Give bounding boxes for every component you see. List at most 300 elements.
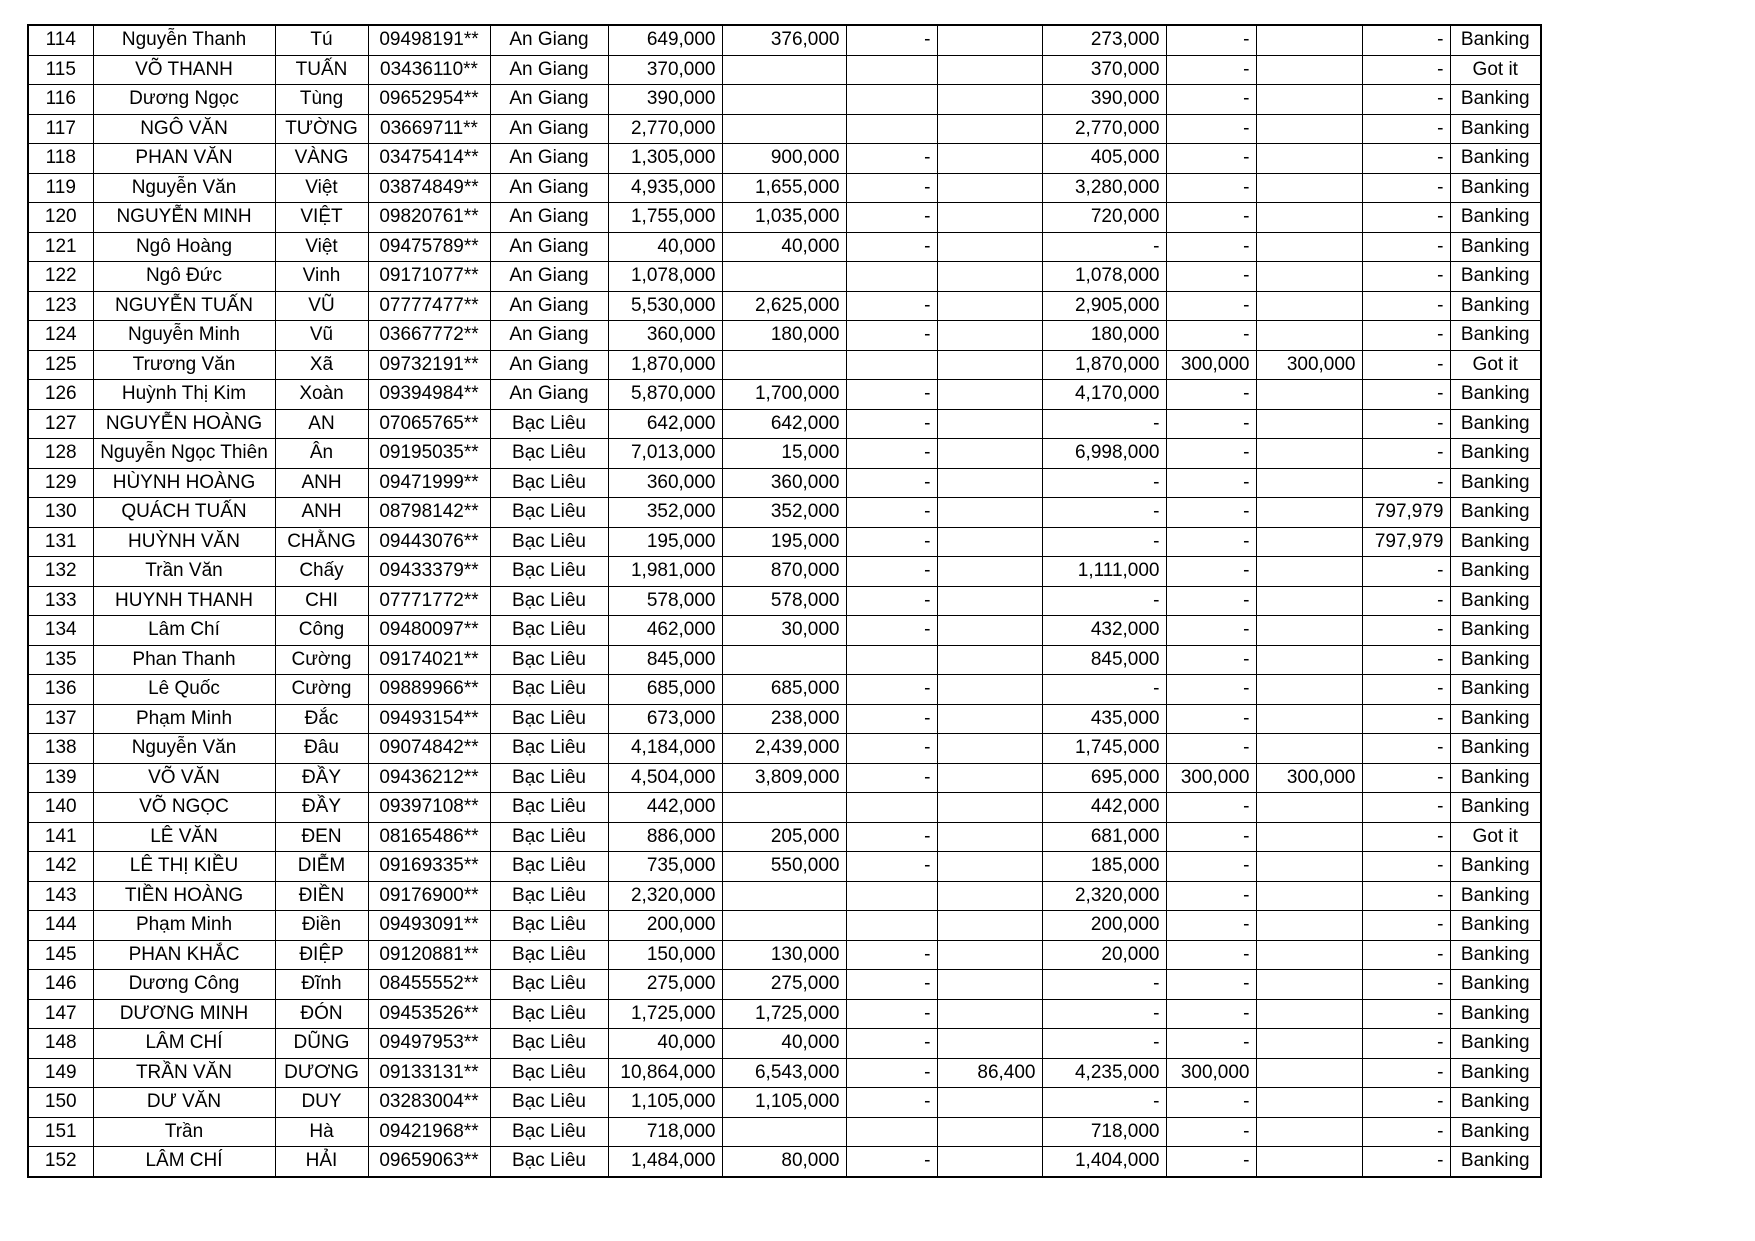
- cell-col-l: [1256, 616, 1362, 646]
- cell-province: Bạc Liêu: [490, 852, 608, 882]
- cell-col-k: -: [1166, 1029, 1256, 1059]
- cell-last-middle-name: Nguyễn Thanh: [93, 25, 275, 55]
- cell-col-l: 300,000: [1256, 350, 1362, 380]
- cell-row-number: 139: [28, 763, 93, 793]
- cell-payment-method: Banking: [1450, 881, 1541, 911]
- cell-first-name: CHI: [275, 586, 368, 616]
- cell-amount-paid: [722, 262, 846, 292]
- cell-amount-paid: [722, 55, 846, 85]
- cell-amount-paid: 195,000: [722, 527, 846, 557]
- cell-first-name: Vũ: [275, 321, 368, 351]
- cell-last-middle-name: Nguyễn Văn: [93, 173, 275, 203]
- cell-last-middle-name: DƯ VĂN: [93, 1088, 275, 1118]
- cell-payment-method: Banking: [1450, 380, 1541, 410]
- cell-col-h: -: [846, 1088, 937, 1118]
- cell-amount-paid: 1,035,000: [722, 203, 846, 233]
- cell-total-amount: 442,000: [608, 793, 722, 823]
- cell-balance: 273,000: [1042, 25, 1166, 55]
- cell-col-m: -: [1362, 1029, 1450, 1059]
- cell-last-middle-name: NGUYỄN MINH: [93, 203, 275, 233]
- cell-last-middle-name: NGUYỄN TUẤN: [93, 291, 275, 321]
- cell-col-l: [1256, 1058, 1362, 1088]
- cell-total-amount: 275,000: [608, 970, 722, 1000]
- cell-col-l: [1256, 468, 1362, 498]
- cell-row-number: 137: [28, 704, 93, 734]
- table-row: [28, 498, 1541, 528]
- cell-col-i: [937, 557, 1042, 587]
- cell-province: Bạc Liêu: [490, 793, 608, 823]
- cell-col-m: -: [1362, 970, 1450, 1000]
- cell-col-m: -: [1362, 1117, 1450, 1147]
- cell-payment-method: Got it: [1450, 55, 1541, 85]
- cell-col-h: [846, 645, 937, 675]
- cell-province: Bạc Liêu: [490, 822, 608, 852]
- cell-col-h: -: [846, 409, 937, 439]
- cell-col-h: -: [846, 616, 937, 646]
- cell-province: Bạc Liêu: [490, 616, 608, 646]
- cell-col-m: -: [1362, 675, 1450, 705]
- cell-payment-method: Banking: [1450, 1117, 1541, 1147]
- cell-col-i: [937, 291, 1042, 321]
- cell-total-amount: 642,000: [608, 409, 722, 439]
- cell-last-middle-name: Trần: [93, 1117, 275, 1147]
- cell-payment-method: Banking: [1450, 173, 1541, 203]
- cell-col-h: -: [846, 291, 937, 321]
- cell-col-l: [1256, 409, 1362, 439]
- cell-balance: 1,870,000: [1042, 350, 1166, 380]
- cell-phone: 09397108**: [368, 793, 490, 823]
- cell-balance: -: [1042, 586, 1166, 616]
- cell-col-m: -: [1362, 203, 1450, 233]
- cell-amount-paid: 15,000: [722, 439, 846, 469]
- table-row: [28, 321, 1541, 351]
- cell-last-middle-name: LÊ THỊ KIỀU: [93, 852, 275, 882]
- cell-first-name: ĐẦY: [275, 793, 368, 823]
- cell-col-m: -: [1362, 586, 1450, 616]
- cell-total-amount: 352,000: [608, 498, 722, 528]
- cell-province: Bạc Liêu: [490, 881, 608, 911]
- cell-total-amount: 5,870,000: [608, 380, 722, 410]
- cell-last-middle-name: HÙYNH HOÀNG: [93, 468, 275, 498]
- cell-phone: 09074842**: [368, 734, 490, 764]
- cell-total-amount: 10,864,000: [608, 1058, 722, 1088]
- cell-total-amount: 2,770,000: [608, 114, 722, 144]
- cell-last-middle-name: Trương Văn: [93, 350, 275, 380]
- cell-amount-paid: 376,000: [722, 25, 846, 55]
- cell-payment-method: Banking: [1450, 645, 1541, 675]
- cell-first-name: DŨNG: [275, 1029, 368, 1059]
- cell-first-name: Hà: [275, 1117, 368, 1147]
- table-row: [28, 557, 1541, 587]
- cell-balance: 1,078,000: [1042, 262, 1166, 292]
- cell-col-i: [937, 468, 1042, 498]
- cell-payment-method: Banking: [1450, 586, 1541, 616]
- table-row: [28, 852, 1541, 882]
- cell-col-l: [1256, 970, 1362, 1000]
- cell-col-h: -: [846, 380, 937, 410]
- cell-row-number: 152: [28, 1147, 93, 1177]
- cell-phone: 09195035**: [368, 439, 490, 469]
- cell-col-m: -: [1362, 262, 1450, 292]
- cell-total-amount: 462,000: [608, 616, 722, 646]
- cell-phone: 09436212**: [368, 763, 490, 793]
- cell-phone: 09732191**: [368, 350, 490, 380]
- cell-total-amount: 1,870,000: [608, 350, 722, 380]
- cell-total-amount: 1,981,000: [608, 557, 722, 587]
- cell-col-h: -: [846, 970, 937, 1000]
- cell-col-k: -: [1166, 1117, 1256, 1147]
- cell-last-middle-name: NGUYỄN HOÀNG: [93, 409, 275, 439]
- cell-payment-method: Banking: [1450, 675, 1541, 705]
- cell-total-amount: 5,530,000: [608, 291, 722, 321]
- cell-balance: -: [1042, 232, 1166, 262]
- cell-province: Bạc Liêu: [490, 1117, 608, 1147]
- table-row: [28, 645, 1541, 675]
- cell-row-number: 133: [28, 586, 93, 616]
- table-row: [28, 55, 1541, 85]
- cell-total-amount: 200,000: [608, 911, 722, 941]
- cell-province: An Giang: [490, 203, 608, 233]
- cell-col-k: -: [1166, 675, 1256, 705]
- cell-col-l: [1256, 1088, 1362, 1118]
- cell-province: Bạc Liêu: [490, 675, 608, 705]
- cell-payment-method: Got it: [1450, 822, 1541, 852]
- cell-first-name: CHẰNG: [275, 527, 368, 557]
- cell-first-name: ĐIỀN: [275, 881, 368, 911]
- cell-col-k: -: [1166, 85, 1256, 115]
- cell-col-k: -: [1166, 645, 1256, 675]
- cell-province: Bạc Liêu: [490, 439, 608, 469]
- cell-col-k: 300,000: [1166, 1058, 1256, 1088]
- cell-row-number: 123: [28, 291, 93, 321]
- cell-balance: 20,000: [1042, 940, 1166, 970]
- cell-phone: 03874849**: [368, 173, 490, 203]
- cell-total-amount: 360,000: [608, 468, 722, 498]
- cell-total-amount: 1,305,000: [608, 144, 722, 174]
- cell-phone: 09453526**: [368, 999, 490, 1029]
- cell-col-i: [937, 114, 1042, 144]
- table-row: [28, 1147, 1541, 1177]
- cell-payment-method: Banking: [1450, 734, 1541, 764]
- cell-col-i: [937, 439, 1042, 469]
- cell-col-m: -: [1362, 409, 1450, 439]
- cell-col-h: [846, 881, 937, 911]
- cell-first-name: ĐIỆP: [275, 940, 368, 970]
- cell-row-number: 145: [28, 940, 93, 970]
- cell-payment-method: Banking: [1450, 557, 1541, 587]
- cell-phone: 07777477**: [368, 291, 490, 321]
- cell-col-l: [1256, 527, 1362, 557]
- cell-first-name: DIỄM: [275, 852, 368, 882]
- cell-province: Bạc Liêu: [490, 1147, 608, 1177]
- cell-last-middle-name: Phan Thanh: [93, 645, 275, 675]
- cell-row-number: 120: [28, 203, 93, 233]
- cell-col-k: -: [1166, 822, 1256, 852]
- cell-province: An Giang: [490, 144, 608, 174]
- cell-phone: 08455552**: [368, 970, 490, 1000]
- cell-total-amount: 1,755,000: [608, 203, 722, 233]
- cell-col-i: [937, 1117, 1042, 1147]
- cell-col-l: [1256, 1147, 1362, 1177]
- cell-payment-method: Banking: [1450, 1029, 1541, 1059]
- cell-col-k: -: [1166, 55, 1256, 85]
- cell-phone: 09497953**: [368, 1029, 490, 1059]
- cell-first-name: Ân: [275, 439, 368, 469]
- cell-last-middle-name: Nguyễn Văn: [93, 734, 275, 764]
- cell-amount-paid: 1,725,000: [722, 999, 846, 1029]
- cell-row-number: 136: [28, 675, 93, 705]
- cell-province: Bạc Liêu: [490, 999, 608, 1029]
- cell-total-amount: 685,000: [608, 675, 722, 705]
- cell-balance: -: [1042, 675, 1166, 705]
- table-row: [28, 350, 1541, 380]
- table-row: [28, 85, 1541, 115]
- table-row: [28, 940, 1541, 970]
- cell-balance: 6,998,000: [1042, 439, 1166, 469]
- cell-payment-method: Banking: [1450, 970, 1541, 1000]
- cell-phone: 07065765**: [368, 409, 490, 439]
- cell-last-middle-name: Ngô Hoàng: [93, 232, 275, 262]
- cell-col-k: -: [1166, 881, 1256, 911]
- cell-first-name: DUY: [275, 1088, 368, 1118]
- table-row: [28, 291, 1541, 321]
- cell-col-m: -: [1362, 114, 1450, 144]
- cell-first-name: TUẤN: [275, 55, 368, 85]
- cell-province: Bạc Liêu: [490, 498, 608, 528]
- cell-province: Bạc Liêu: [490, 763, 608, 793]
- cell-col-h: -: [846, 999, 937, 1029]
- cell-col-m: -: [1362, 291, 1450, 321]
- cell-amount-paid: [722, 350, 846, 380]
- table-row: [28, 734, 1541, 764]
- cell-col-m: -: [1362, 173, 1450, 203]
- cell-col-m: -: [1362, 911, 1450, 941]
- cell-col-h: -: [846, 527, 937, 557]
- cell-col-h: -: [846, 586, 937, 616]
- cell-col-i: [937, 203, 1042, 233]
- table-row: [28, 439, 1541, 469]
- cell-payment-method: Banking: [1450, 468, 1541, 498]
- cell-last-middle-name: NGÔ VĂN: [93, 114, 275, 144]
- cell-payment-method: Banking: [1450, 1147, 1541, 1177]
- cell-total-amount: 4,935,000: [608, 173, 722, 203]
- cell-col-k: -: [1166, 1147, 1256, 1177]
- cell-col-k: -: [1166, 1088, 1256, 1118]
- table-row: [28, 380, 1541, 410]
- cell-row-number: 122: [28, 262, 93, 292]
- cell-row-number: 135: [28, 645, 93, 675]
- cell-last-middle-name: Nguyễn Minh: [93, 321, 275, 351]
- cell-last-middle-name: TIỀN HOÀNG: [93, 881, 275, 911]
- cell-first-name: AN: [275, 409, 368, 439]
- cell-col-h: [846, 911, 937, 941]
- cell-payment-method: Banking: [1450, 999, 1541, 1029]
- cell-first-name: ANH: [275, 498, 368, 528]
- cell-total-amount: 886,000: [608, 822, 722, 852]
- cell-amount-paid: 550,000: [722, 852, 846, 882]
- cell-total-amount: 1,105,000: [608, 1088, 722, 1118]
- cell-payment-method: Banking: [1450, 911, 1541, 941]
- cell-first-name: Tú: [275, 25, 368, 55]
- cell-province: An Giang: [490, 114, 608, 144]
- cell-amount-paid: 900,000: [722, 144, 846, 174]
- cell-first-name: Vinh: [275, 262, 368, 292]
- cell-col-i: [937, 734, 1042, 764]
- cell-province: Bạc Liêu: [490, 970, 608, 1000]
- cell-col-i: [937, 262, 1042, 292]
- cell-last-middle-name: Nguyễn Ngọc Thiên: [93, 439, 275, 469]
- table-row: [28, 586, 1541, 616]
- cell-balance: 2,320,000: [1042, 881, 1166, 911]
- cell-last-middle-name: Phạm Minh: [93, 704, 275, 734]
- cell-total-amount: 718,000: [608, 1117, 722, 1147]
- cell-amount-paid: 2,625,000: [722, 291, 846, 321]
- table-row: [28, 763, 1541, 793]
- cell-province: Bạc Liêu: [490, 409, 608, 439]
- cell-col-k: 300,000: [1166, 763, 1256, 793]
- cell-payment-method: Got it: [1450, 350, 1541, 380]
- table-row: [28, 911, 1541, 941]
- cell-col-i: [937, 970, 1042, 1000]
- table-row: [28, 793, 1541, 823]
- cell-province: An Giang: [490, 291, 608, 321]
- cell-province: Bạc Liêu: [490, 645, 608, 675]
- cell-balance: 432,000: [1042, 616, 1166, 646]
- cell-last-middle-name: Dương Ngọc: [93, 85, 275, 115]
- cell-row-number: 117: [28, 114, 93, 144]
- cell-col-i: [937, 409, 1042, 439]
- cell-phone: 09133131**: [368, 1058, 490, 1088]
- cell-col-m: -: [1362, 734, 1450, 764]
- cell-col-i: [937, 1029, 1042, 1059]
- cell-col-l: [1256, 439, 1362, 469]
- cell-first-name: Tùng: [275, 85, 368, 115]
- cell-phone: 08165486**: [368, 822, 490, 852]
- cell-phone: 03436110**: [368, 55, 490, 85]
- cell-phone: 09174021**: [368, 645, 490, 675]
- cell-row-number: 143: [28, 881, 93, 911]
- cell-payment-method: Banking: [1450, 232, 1541, 262]
- cell-first-name: HẢI: [275, 1147, 368, 1177]
- cell-amount-paid: 1,700,000: [722, 380, 846, 410]
- cell-payment-method: Banking: [1450, 498, 1541, 528]
- cell-row-number: 126: [28, 380, 93, 410]
- cell-col-k: -: [1166, 999, 1256, 1029]
- cell-col-l: [1256, 793, 1362, 823]
- cell-amount-paid: 1,105,000: [722, 1088, 846, 1118]
- cell-col-k: -: [1166, 203, 1256, 233]
- cell-row-number: 119: [28, 173, 93, 203]
- cell-col-h: -: [846, 144, 937, 174]
- cell-first-name: ĐÓN: [275, 999, 368, 1029]
- cell-col-l: [1256, 557, 1362, 587]
- cell-payment-method: Banking: [1450, 114, 1541, 144]
- cell-total-amount: 845,000: [608, 645, 722, 675]
- cell-col-i: [937, 911, 1042, 941]
- cell-col-m: -: [1362, 1088, 1450, 1118]
- cell-amount-paid: 180,000: [722, 321, 846, 351]
- cell-payment-method: Banking: [1450, 763, 1541, 793]
- cell-balance: 720,000: [1042, 203, 1166, 233]
- cell-phone: 09169335**: [368, 852, 490, 882]
- cell-balance: -: [1042, 468, 1166, 498]
- cell-balance: 1,404,000: [1042, 1147, 1166, 1177]
- cell-col-i: [937, 232, 1042, 262]
- cell-col-m: -: [1362, 321, 1450, 351]
- cell-row-number: 141: [28, 822, 93, 852]
- cell-total-amount: 40,000: [608, 1029, 722, 1059]
- table-row: [28, 527, 1541, 557]
- cell-row-number: 125: [28, 350, 93, 380]
- cell-province: An Giang: [490, 380, 608, 410]
- table-row: [28, 1058, 1541, 1088]
- cell-row-number: 132: [28, 557, 93, 587]
- cell-col-i: [937, 881, 1042, 911]
- cell-payment-method: Banking: [1450, 203, 1541, 233]
- table-row: [28, 232, 1541, 262]
- cell-col-h: -: [846, 734, 937, 764]
- cell-payment-method: Banking: [1450, 1058, 1541, 1088]
- cell-col-k: -: [1166, 114, 1256, 144]
- cell-total-amount: 360,000: [608, 321, 722, 351]
- cell-amount-paid: [722, 881, 846, 911]
- cell-col-i: [937, 645, 1042, 675]
- cell-col-l: [1256, 25, 1362, 55]
- cell-col-i: [937, 321, 1042, 351]
- cell-balance: 2,905,000: [1042, 291, 1166, 321]
- cell-first-name: VÀNG: [275, 144, 368, 174]
- cell-col-i: [937, 940, 1042, 970]
- cell-amount-paid: 205,000: [722, 822, 846, 852]
- cell-balance: 200,000: [1042, 911, 1166, 941]
- cell-row-number: 128: [28, 439, 93, 469]
- cell-amount-paid: 238,000: [722, 704, 846, 734]
- cell-col-l: [1256, 55, 1362, 85]
- cell-col-k: -: [1166, 380, 1256, 410]
- cell-col-k: -: [1166, 262, 1256, 292]
- cell-col-i: [937, 999, 1042, 1029]
- cell-balance: 435,000: [1042, 704, 1166, 734]
- cell-phone: 09493154**: [368, 704, 490, 734]
- cell-col-k: -: [1166, 527, 1256, 557]
- cell-payment-method: Banking: [1450, 793, 1541, 823]
- cell-balance: 390,000: [1042, 85, 1166, 115]
- cell-col-i: [937, 793, 1042, 823]
- cell-col-i: [937, 380, 1042, 410]
- data-table: [27, 24, 1542, 1178]
- cell-last-middle-name: Lâm Chí: [93, 616, 275, 646]
- cell-last-middle-name: TRẦN VĂN: [93, 1058, 275, 1088]
- cell-col-k: -: [1166, 704, 1256, 734]
- cell-balance: -: [1042, 409, 1166, 439]
- cell-balance: -: [1042, 1029, 1166, 1059]
- cell-col-l: [1256, 144, 1362, 174]
- cell-first-name: Việt: [275, 173, 368, 203]
- cell-col-m: -: [1362, 645, 1450, 675]
- cell-payment-method: Banking: [1450, 940, 1541, 970]
- cell-last-middle-name: Dương Công: [93, 970, 275, 1000]
- cell-balance: 695,000: [1042, 763, 1166, 793]
- cell-balance: 405,000: [1042, 144, 1166, 174]
- cell-col-m: -: [1362, 793, 1450, 823]
- cell-province: Bạc Liêu: [490, 1088, 608, 1118]
- cell-phone: 09443076**: [368, 527, 490, 557]
- cell-last-middle-name: VÕ VĂN: [93, 763, 275, 793]
- cell-phone: 09394984**: [368, 380, 490, 410]
- cell-phone: 07771772**: [368, 586, 490, 616]
- cell-balance: 2,770,000: [1042, 114, 1166, 144]
- cell-balance: 3,280,000: [1042, 173, 1166, 203]
